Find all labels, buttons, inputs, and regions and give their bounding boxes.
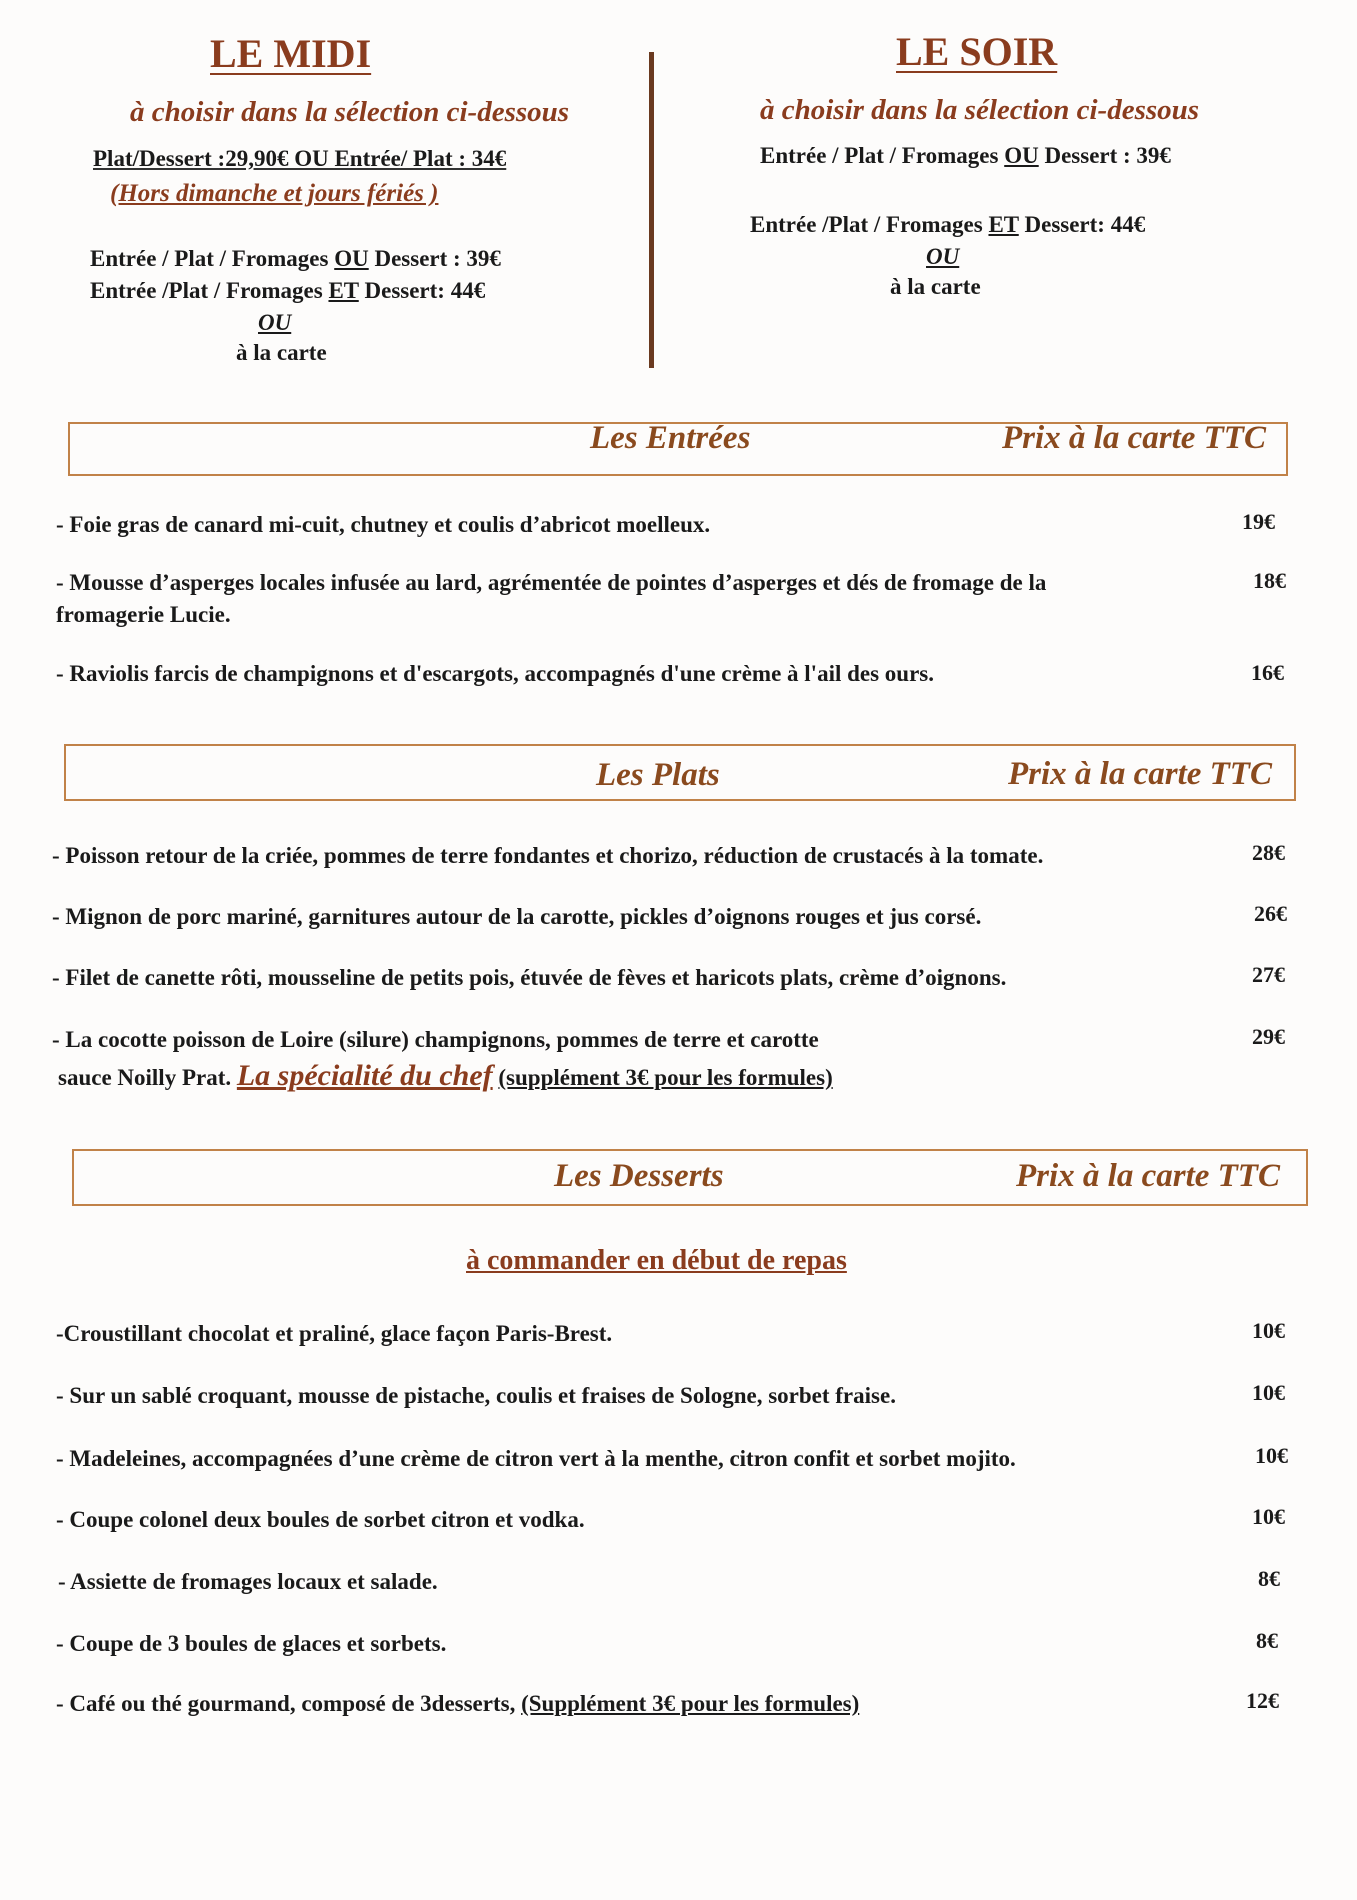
midi-formula-2-price: Dessert : 39€ (368, 246, 501, 271)
plat-item-4: - La cocotte poisson de Loire (silure) champignons, pommes de terre et carotte (52, 1027, 819, 1052)
dessert-price-4: 10€ (1252, 1504, 1285, 1529)
entree-price-2: 18€ (1253, 568, 1286, 593)
soir-title: LE SOIR (896, 29, 1058, 74)
dessert-item-4: - Coupe colonel deux boules de sorbet citron et vodka. (56, 1507, 585, 1532)
dessert-item-1: -Croustillant chocolat et praliné, glace façon Paris-Brest. (56, 1321, 613, 1346)
midi-formula-3-price: Dessert: 44€ (358, 278, 486, 303)
soir-a-la-carte: à la carte (890, 274, 981, 299)
soir-subtitle: à choisir dans la sélection ci-dessous (760, 94, 1200, 126)
plat-price-2: 26€ (1254, 901, 1287, 926)
midi-formula-2-text: Entrée / Plat / Fromages (90, 246, 335, 271)
midi-formula-1: Plat/Dessert :29,90€ OU Entrée/ Plat : 34€ (93, 146, 507, 171)
plat-item-3: - Filet de canette rôti, mousseline de petits pois, étuvée de fèves et haricots plats, crème d’oignons. (52, 965, 1007, 990)
soir-formula-2-et: ET (988, 212, 1019, 237)
dessert-item-6: - Coupe de 3 boules de glaces et sorbets. (56, 1631, 447, 1656)
midi-exclusion-note: (Hors dimanche et jours fériés ) (110, 180, 439, 207)
entree-price-1: 19€ (1242, 509, 1275, 534)
dessert-item-7 (56, 1688, 859, 1720)
plat-price-1: 28€ (1252, 840, 1285, 865)
plat-price-4: 29€ (1252, 1024, 1285, 1049)
dessert-price-2: 10€ (1252, 1380, 1285, 1405)
midi-ou: OU (258, 310, 292, 335)
plat-item-1: - Poisson retour de la criée, pommes de terre fondantes et chorizo, réduction de crustacés à la tomate. (52, 843, 1044, 868)
soir-formula-1-price: Dessert : 39€ (1038, 143, 1171, 168)
dessert-price-3: 10€ (1255, 1443, 1288, 1468)
midi-subtitle: à choisir dans la sélection ci-dessous (130, 96, 570, 128)
dessert-price-5: 8€ (1258, 1566, 1280, 1591)
dessert-item-3: - Madeleines, accompagnées d’une crème de citron vert à la menthe, citron confit et sorbet mojito. (56, 1446, 1016, 1471)
midi-formula-2-ou: OU (334, 246, 369, 271)
soir-formula-1-text: Entrée / Plat / Fromages (760, 143, 1005, 168)
midi-formula-3-text: Entrée /Plat / Fromages (90, 278, 329, 303)
entree-item-2-cont: fromagerie Lucie. (56, 602, 231, 627)
plat-item-4-cont (58, 1060, 833, 1094)
soir-formula-2 (750, 212, 1145, 238)
entree-item-1: - Foie gras de canard mi-cuit, chutney et coulis d’abricot moelleux. (56, 512, 711, 537)
desserts-price-header: Prix à la carte TTC (1016, 1158, 1280, 1194)
dessert-item-7-supplement: (Supplément 3€ pour les formules) (521, 1691, 860, 1716)
dessert-price-6: 8€ (1256, 1628, 1278, 1653)
dessert-price-7: 12€ (1246, 1688, 1279, 1713)
soir-formula-1 (760, 143, 1171, 169)
midi-formula-2 (90, 246, 501, 272)
midi-formula-3-et: ET (328, 278, 359, 303)
dessert-item-5: - Assiette de fromages locaux et salade. (58, 1569, 438, 1594)
column-divider (649, 52, 654, 368)
entree-item-3: - Raviolis farcis de champignons et d'escargots, accompagnés d'une crème à l'ail des ours. (56, 661, 934, 686)
plats-title: Les Plats (596, 757, 720, 793)
midi-formula-3 (90, 278, 485, 304)
plat-item-2: - Mignon de porc mariné, garnitures autour de la carotte, pickles d’oignons rouges et jus corsé. (52, 904, 982, 929)
dessert-item-2: - Sur un sablé croquant, mousse de pistache, coulis et fraises de Sologne, sorbet fraise. (56, 1383, 896, 1408)
midi-title: LE MIDI (210, 31, 372, 76)
entree-item-2: - Mousse d’asperges locales infusée au lard, agrémentée de pointes d’asperges et dés de fromage de la (56, 570, 1047, 595)
dessert-item-7-text: - Café ou thé gourmand, composé de 3desserts, (56, 1691, 522, 1716)
soir-formula-2-text: Entrée /Plat / Fromages (750, 212, 989, 237)
entrees-price-header: Prix à la carte TTC (1002, 420, 1266, 456)
soir-ou: OU (926, 244, 960, 269)
chef-specialty: La spécialité du chef (236, 1059, 493, 1092)
midi-a-la-carte: à la carte (236, 340, 327, 365)
soir-formula-1-ou: OU (1004, 143, 1039, 168)
soir-formula-2-price: Dessert: 44€ (1018, 212, 1146, 237)
entree-price-3: 16€ (1251, 660, 1284, 685)
plat-price-3: 27€ (1252, 962, 1285, 987)
plat-item-4-sauce: sauce Noilly Prat. (58, 1065, 237, 1090)
dessert-price-1: 10€ (1252, 1318, 1285, 1343)
desserts-order-note: à commander en début de repas (466, 1245, 847, 1276)
desserts-title: Les Desserts (554, 1158, 724, 1194)
plat-item-4-supplement: (supplément 3€ pour les formules) (498, 1065, 833, 1090)
entrees-title: Les Entrées (590, 420, 751, 456)
plats-price-header: Prix à la carte TTC (1008, 756, 1272, 792)
